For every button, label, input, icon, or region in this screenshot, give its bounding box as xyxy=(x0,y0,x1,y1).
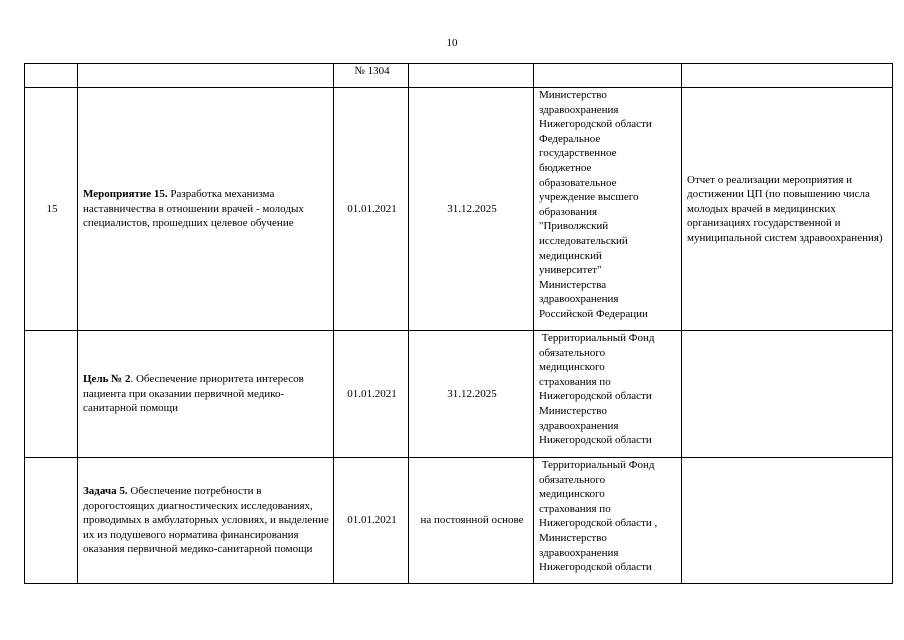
executor-line: Нижегородской области xyxy=(539,118,652,131)
end-date: 31.12.2025 xyxy=(409,88,534,331)
executor-line: Нижегородской области , xyxy=(539,517,658,530)
result xyxy=(682,458,893,584)
executor-line: здравоохранения xyxy=(539,419,619,432)
cell-end xyxy=(409,64,534,88)
executor-line: Нижегородской области xyxy=(539,561,652,574)
activity-title-bold: Цель № 2 xyxy=(83,373,131,386)
executor-line: обязательного xyxy=(539,346,606,359)
table-row xyxy=(25,458,893,584)
executor-line: медицинский xyxy=(539,249,602,262)
result xyxy=(682,331,893,458)
cell-start: № 1304 xyxy=(334,64,409,88)
executor-line: страхования по xyxy=(539,502,611,515)
cell-num xyxy=(25,64,78,88)
cell-result xyxy=(682,64,893,88)
executor-line: исследовательский xyxy=(539,234,628,247)
result: Отчет о реализации мероприятия и достижении ЦП (по повышению числа молодых врачей в медицинских организациях государственной и муниципальной систем здравоохранения) xyxy=(682,88,893,331)
executor-line: Нижегородской области xyxy=(539,390,652,403)
activity-title-text: Обеспечение потребности в дорогостоящих диагностических исследованиях, проводимых в амбулаторных условиях, и выделение их из подушевого норматива финансирования оказания первичной медико-санитарной помощи xyxy=(83,485,329,556)
executor-line: образовательное xyxy=(539,176,617,189)
table-row xyxy=(25,64,893,88)
executor-line: Министерства xyxy=(539,278,607,291)
table-row xyxy=(25,88,893,331)
activities-table xyxy=(24,63,893,584)
executor-line: медицинского xyxy=(539,361,605,374)
cell-executors xyxy=(534,64,682,88)
row-number: 15 xyxy=(25,88,78,331)
executor-line: "Приволжский xyxy=(539,220,609,233)
executors xyxy=(534,458,682,584)
activity-title-text: . Обеспечение приоритета интересов пациента при оказании первичной медико-санитарной помощи xyxy=(83,373,304,415)
end-date: 31.12.2025 xyxy=(409,331,534,458)
activity-title-bold: Мероприятие 15. xyxy=(83,188,168,201)
executor-line: здравоохранения xyxy=(539,546,619,559)
table-row xyxy=(25,331,893,458)
executor-line: страхования по xyxy=(539,375,611,388)
activity-title xyxy=(78,88,334,331)
page-number: 10 xyxy=(446,37,458,49)
executor-line: Российской Федерации xyxy=(539,307,648,320)
executor-line: образования xyxy=(539,205,598,218)
executor-line: здравоохранения xyxy=(539,293,619,306)
start-date: 01.01.2021 xyxy=(334,458,409,584)
executor-line: университет" xyxy=(539,264,602,277)
executors xyxy=(534,331,682,458)
executor-line: Министерство xyxy=(539,89,607,101)
executor-line: здравоохранения xyxy=(539,103,619,116)
executor-line: бюджетное xyxy=(539,161,592,174)
executor-line: Территориальный Фонд xyxy=(539,459,655,471)
end-date: на постоянной основе xyxy=(409,458,534,584)
executor-line: учреждение высшего xyxy=(539,191,639,204)
executor-line: Территориальный Фонд xyxy=(539,332,655,344)
activity-title xyxy=(78,458,334,584)
executor-line: Министерство xyxy=(539,531,607,544)
row-number xyxy=(25,458,78,584)
start-date: 01.01.2021 xyxy=(334,88,409,331)
activity-title xyxy=(78,331,334,458)
executors xyxy=(534,88,682,331)
executor-line: государственное xyxy=(539,147,617,160)
cell-title xyxy=(78,64,334,88)
activity-title-bold: Задача 5. xyxy=(83,485,128,498)
executor-line: Нижегородской области xyxy=(539,434,652,447)
activity-title-text: Разработка механизма наставничества в отношении врачей - молодых специалистов, прошедших целевое обучение xyxy=(83,188,304,230)
executor-line: Федеральное xyxy=(539,132,601,145)
executor-line: медицинского xyxy=(539,488,605,501)
start-date: 01.01.2021 xyxy=(334,331,409,458)
executor-line: обязательного xyxy=(539,473,606,486)
row-number xyxy=(25,331,78,458)
executor-line: Министерство xyxy=(539,404,607,417)
